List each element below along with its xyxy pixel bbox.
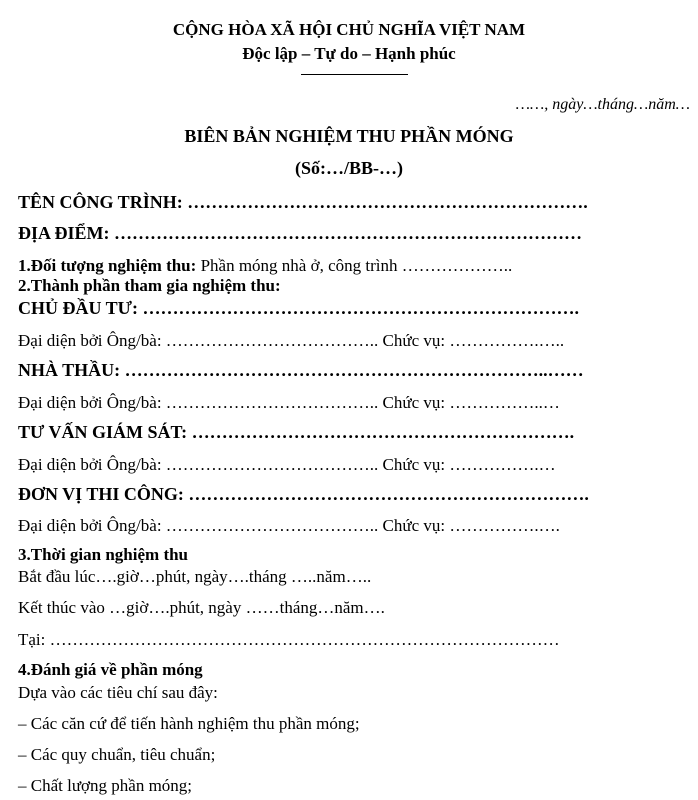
section-3-heading: 3.Thời gian nghiệm thu bbox=[18, 545, 189, 564]
location-line: ĐỊA ĐIỂM: …………………………………………………………………… bbox=[18, 223, 583, 243]
start-time: Bắt đầu lúc….giờ…phút, ngày….tháng …..năm….. bbox=[18, 567, 372, 586]
national-title: CỘNG HÒA XÃ HỘI CHỦ NGHĨA VIỆT NAM bbox=[172, 20, 526, 39]
criteria-item: – Các quy chuẩn, tiêu chuẩn; bbox=[18, 745, 216, 764]
end-time: Kết thúc vào …giờ….phút, ngày ……tháng…năm…. bbox=[18, 598, 385, 617]
criteria-item: – Các căn cứ để tiến hành nghiệm thu phần móng; bbox=[18, 714, 360, 733]
owner-line: CHỦ ĐẦU TƯ: ………………………………………………………………. bbox=[18, 298, 579, 318]
criteria-intro: Dựa vào các tiêu chí sau đây: bbox=[18, 683, 218, 702]
owner-representative: Đại diện bởi Ông/bà: ……………………………….. Chức vụ: …………….….. bbox=[18, 331, 565, 350]
supervisor-representative: Đại diện bởi Ông/bà: ……………………………….. Chức vụ: …………….… bbox=[18, 455, 556, 474]
project-name-line: TÊN CÔNG TRÌNH: …………………………………………………………. bbox=[18, 192, 588, 212]
motto: Độc lập – Tự do – Hạnh phúc bbox=[242, 44, 456, 63]
builder-representative: Đại diện bởi Ông/bà: ……………………………….. Chức vụ: …………….…. bbox=[18, 516, 560, 535]
section-2-heading: 2.Thành phần tham gia nghiệm thu: bbox=[18, 276, 281, 295]
motto-underline bbox=[301, 74, 408, 75]
section-1 bbox=[18, 256, 512, 276]
contractor-representative: Đại diện bởi Ông/bà: ……………………………….. Chức vụ: ……………..… bbox=[18, 393, 560, 412]
criteria-item: – Chất lượng phần móng; bbox=[18, 776, 193, 795]
section-1-label: 1.Đối tượng nghiệm thu: bbox=[18, 256, 197, 275]
document-number: (Số:…/BB-…) bbox=[295, 158, 403, 178]
section-4-heading: 4.Đánh giá về phần móng bbox=[18, 660, 203, 679]
document-title: BIÊN BẢN NGHIỆM THU PHẦN MÓNG bbox=[184, 126, 514, 146]
section-1-text: Phần móng nhà ở, công trình ……………….. bbox=[196, 256, 513, 275]
supervisor-line: TƯ VẤN GIÁM SÁT: ………………………………………………………. bbox=[18, 422, 575, 442]
place-line: Tại: ……………………………………………………………………………… bbox=[18, 630, 560, 649]
date-line: ……, ngày…tháng…năm… bbox=[515, 96, 690, 113]
contractor-line: NHÀ THẦU: ……………………………………………………………..…… bbox=[18, 360, 584, 380]
builder-line: ĐƠN VỊ THI CÔNG: …………………………………………………………. bbox=[18, 484, 589, 504]
